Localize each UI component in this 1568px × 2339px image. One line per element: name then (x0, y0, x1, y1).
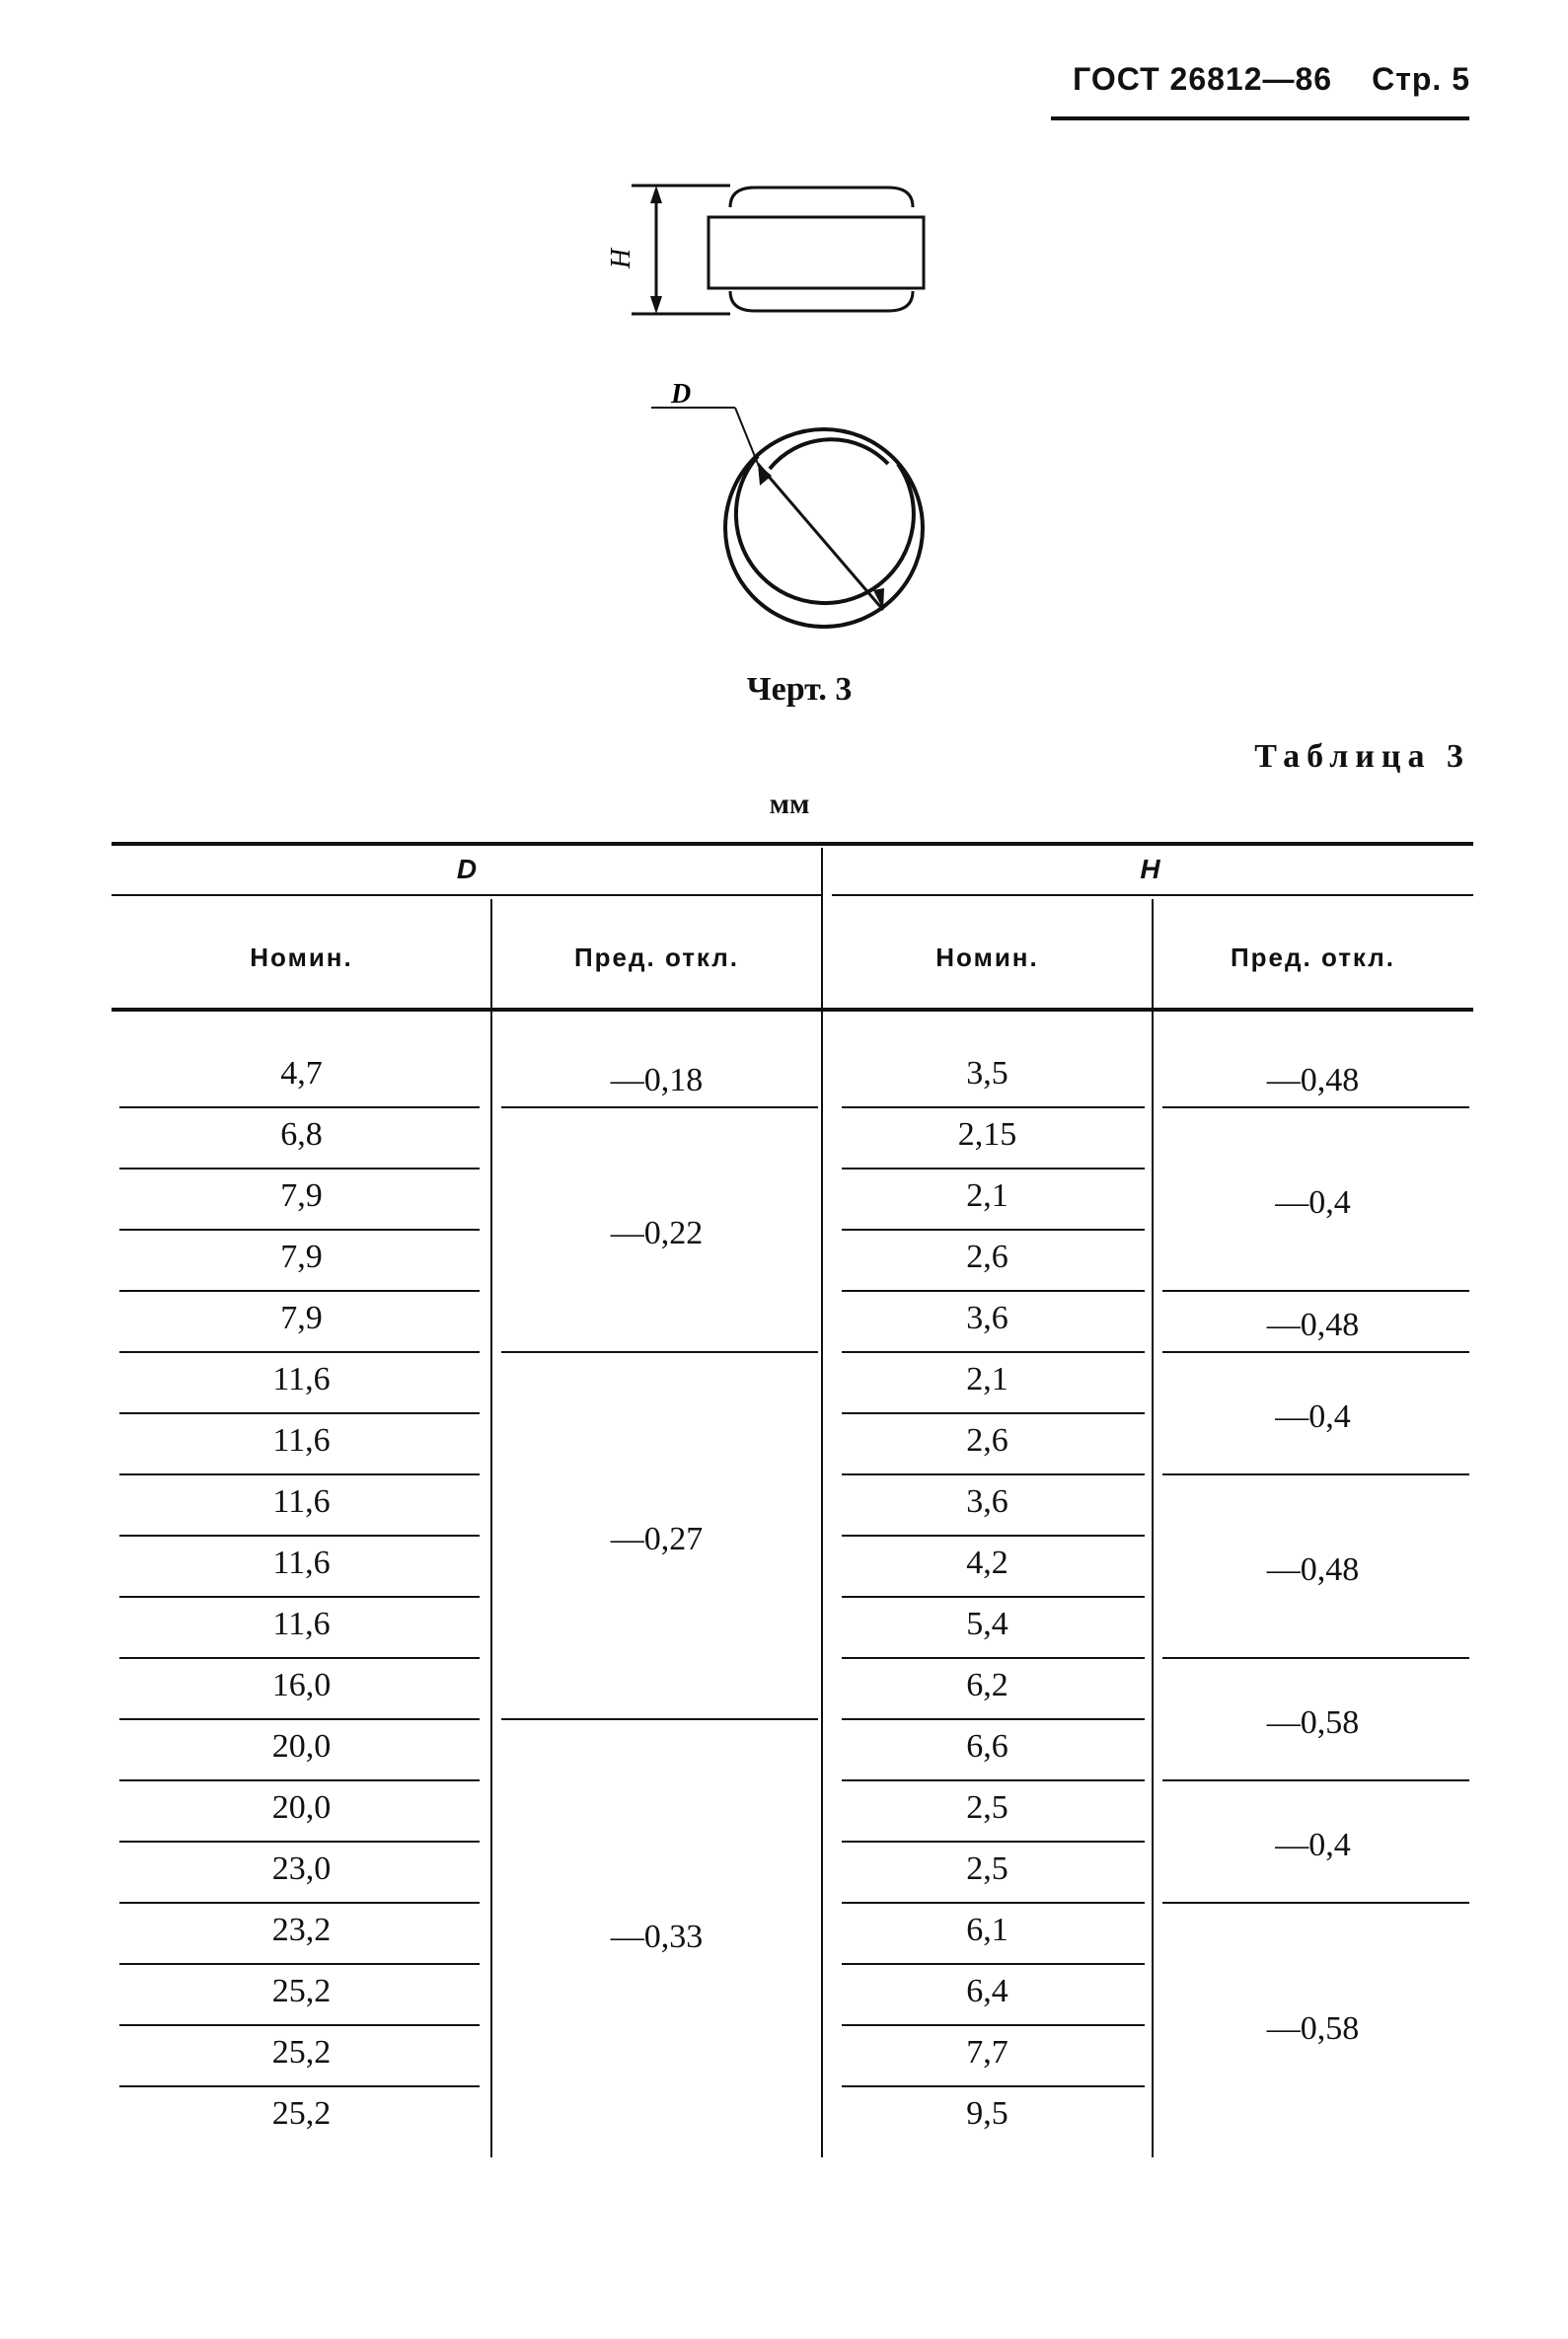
cell-d-nominal: 25,2 (271, 2095, 332, 2132)
ring-top-view (651, 408, 923, 627)
table-title: Таблица 3 (1254, 738, 1470, 775)
cell-d-nominal: 11,6 (272, 1422, 331, 1459)
group-header-h: H (1140, 854, 1160, 884)
group-header-d: D (456, 854, 478, 884)
column-header-d-deviation: Пред. откл. (573, 943, 740, 972)
cell-d-nominal: 25,2 (271, 1973, 332, 2009)
cell-d-nominal: 25,2 (271, 2034, 332, 2071)
cell-h-nominal: 3,6 (966, 1300, 1008, 1336)
cell-h-nominal: 2,6 (966, 1422, 1008, 1459)
cell-h-deviation: —0,48 (1266, 1551, 1360, 1588)
cell-h-nominal: 3,6 (966, 1483, 1008, 1520)
label-height: H (606, 248, 636, 269)
data-table (112, 834, 1473, 2166)
column-header-d-nominal: Номин. (250, 943, 353, 972)
cell-d-nominal: 20,0 (271, 1789, 332, 1826)
page-header (1046, 61, 1470, 120)
cell-d-nominal: 23,0 (271, 1850, 332, 1887)
cell-h-deviation: —0,4 (1275, 1827, 1351, 1863)
column-header-h-deviation: Пред. откл. (1230, 943, 1396, 972)
cell-h-nominal: 2,1 (966, 1361, 1008, 1397)
cell-h-nominal: 6,4 (966, 1973, 1008, 2009)
cell-h-nominal: 2,5 (966, 1789, 1008, 1826)
cell-d-nominal: 6,8 (280, 1116, 323, 1153)
cell-d-nominal: 4,7 (280, 1055, 323, 1092)
header-rule (1051, 116, 1469, 120)
drawing-caption: Черт. 3 (746, 671, 853, 708)
cell-d-nominal: 7,9 (280, 1300, 323, 1336)
cell-h-nominal: 5,4 (966, 1606, 1008, 1642)
cell-h-deviation: —0,58 (1266, 1704, 1360, 1741)
cell-h-nominal: 7,7 (966, 2034, 1008, 2071)
ring-drawing-svg (592, 168, 967, 641)
cell-h-nominal: 3,5 (966, 1055, 1008, 1092)
cell-h-nominal: 2,6 (966, 1239, 1008, 1275)
cell-h-nominal: 2,5 (966, 1850, 1008, 1887)
cell-h-deviation: —0,4 (1275, 1184, 1351, 1221)
column-header-h-nominal: Номин. (935, 943, 1039, 972)
cell-h-nominal: 6,6 (966, 1728, 1008, 1765)
cell-d-nominal: 20,0 (271, 1728, 332, 1765)
cell-h-deviation: —0,48 (1266, 1062, 1360, 1098)
cell-d-nominal: 7,9 (280, 1239, 323, 1275)
cell-h-nominal: 6,2 (966, 1667, 1008, 1703)
cell-h-nominal: 2,15 (957, 1116, 1017, 1153)
ring-side-view (632, 186, 924, 314)
cell-h-nominal: 9,5 (966, 2095, 1008, 2132)
cell-h-deviation: —0,4 (1275, 1398, 1351, 1435)
cell-d-deviation: —0,18 (610, 1062, 704, 1098)
standard-number: ГОСТ 26812—86 (1073, 61, 1333, 97)
table-units: мм (769, 788, 810, 820)
cell-h-nominal: 6,1 (966, 1912, 1008, 1948)
cell-h-nominal: 2,1 (966, 1177, 1008, 1214)
label-diameter: D (671, 379, 692, 410)
cell-d-nominal: 11,6 (272, 1361, 331, 1397)
cell-d-deviation: —0,22 (610, 1215, 704, 1251)
drawing-ring (592, 168, 967, 641)
cell-d-deviation: —0,27 (610, 1521, 704, 1557)
cell-h-nominal: 4,2 (966, 1545, 1008, 1581)
cell-d-nominal: 7,9 (280, 1177, 323, 1214)
page-number: Стр. 5 (1372, 61, 1470, 97)
cell-d-nominal: 11,6 (272, 1606, 331, 1642)
cell-d-nominal: 16,0 (271, 1667, 332, 1703)
cell-h-deviation: —0,48 (1266, 1307, 1360, 1343)
cell-d-nominal: 23,2 (271, 1912, 332, 1948)
cell-d-deviation: —0,33 (610, 1919, 704, 1955)
cell-h-deviation: —0,58 (1266, 2010, 1360, 2047)
cell-d-nominal: 11,6 (272, 1545, 331, 1581)
cell-d-nominal: 11,6 (272, 1483, 331, 1520)
